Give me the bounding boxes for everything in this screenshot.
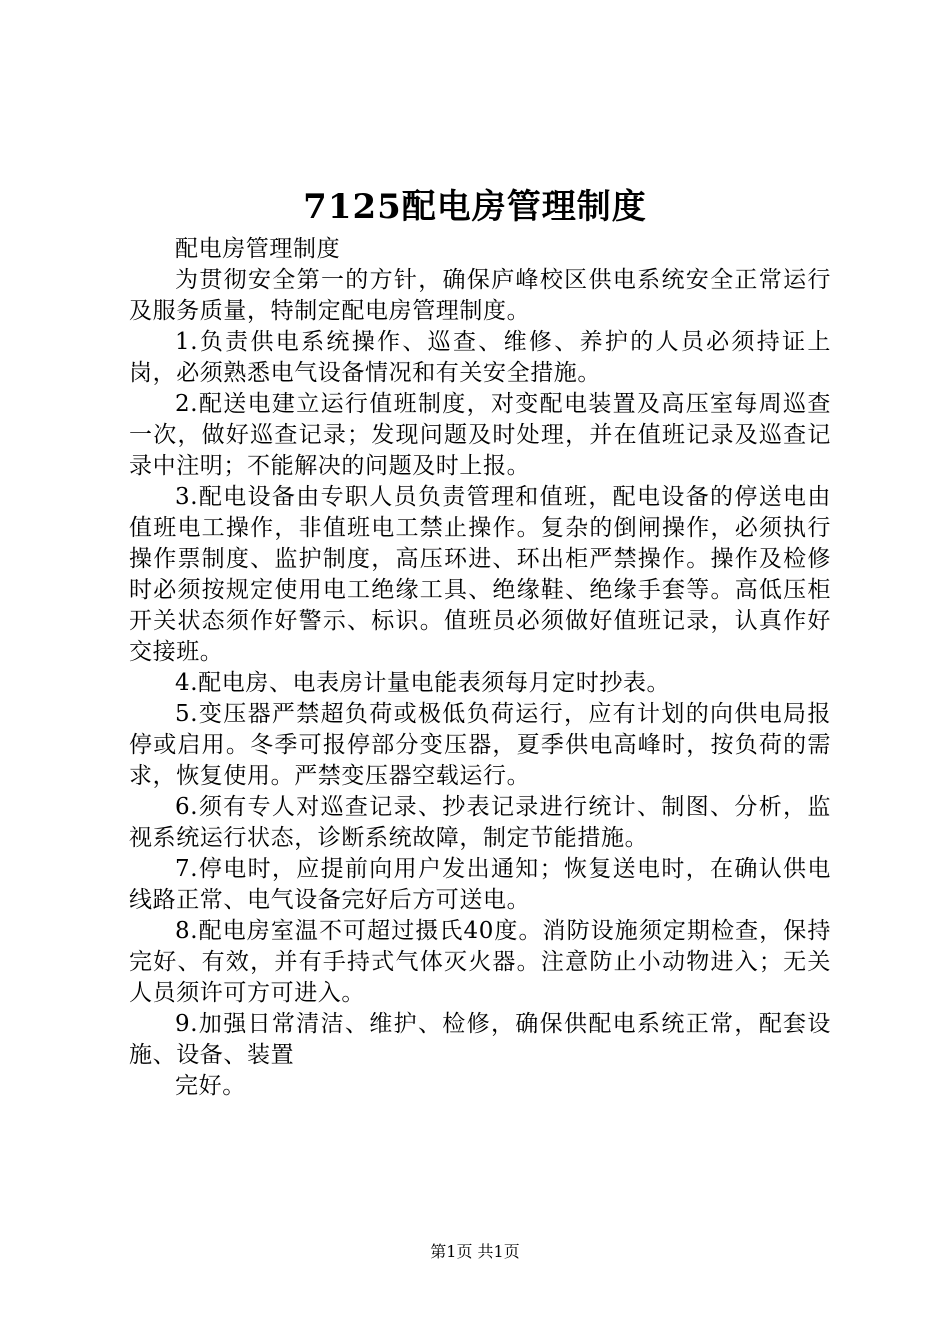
paragraph-item-4: 4.配电房、电表房计量电能表须每月定时抄表。	[175, 670, 671, 696]
paragraph-item-3: 3.配电设备由专职人员负责管理和值班，配电设备的停送电由值班电工操作，非值班电工禁止操作。复杂的倒闸操作，必须执行操作票制度、监护制度，高压环进、环出柜严禁操作。操作及检修时必须按规定使用电工绝缘工具、绝缘鞋、绝缘手套等。高低压柜开关状态须作好警示、标识。值班员必须做好值班记录，认真作好交接班。	[129, 484, 831, 665]
paragraph-item-1: 1.负责供电系统操作、巡查、维修、养护的人员必须持证上岗，必须熟悉电气设备情况和有关安全措施。	[129, 329, 831, 386]
paragraph-continuation: 完好。	[175, 1073, 246, 1099]
paragraph-item-5: 5.变压器严禁超负荷或极低负荷运行，应有计划的向供电局报停或启用。冬季可报停部分变压器，夏季供电高峰时，按负荷的需求，恢复使用。严禁变压器空载运行。	[129, 701, 831, 789]
document-title: 7125配电房管理制度	[303, 187, 647, 227]
paragraph-item-7: 7.停电时，应提前向用户发出通知；恢复送电时，在确认供电线路正常、电气设备完好后方可送电。	[129, 856, 831, 913]
paragraph-intro: 为贯彻安全第一的方针，确保庐峰校区供电系统安全正常运行及服务质量，特制定配电房管理制度。	[129, 267, 831, 324]
paragraph-item-8: 8.配电房室温不可超过摄氏40度。消防设施须定期检查，保持完好、有效，并有手持式气体灭火器。注意防止小动物进入；无关人员须许可方可进入。	[129, 918, 831, 1006]
paragraph-heading: 配电房管理制度	[175, 236, 341, 262]
paragraph-item-6: 6.须有专人对巡查记录、抄表记录进行统计、制图、分析，监视系统运行状态，诊断系统故障，制定节能措施。	[129, 794, 831, 851]
paragraph-item-2: 2.配送电建立运行值班制度，对变配电装置及高压室每周巡查一次，做好巡查记录；发现问题及时处理，并在值班记录及巡查记录中注明；不能解决的问题及时上报。	[129, 391, 831, 479]
page-footer: 第1页 共1页	[430, 1242, 520, 1261]
document-body	[129, 234, 831, 1102]
paragraph-item-9: 9.加强日常清洁、维护、检修，确保供配电系统正常，配套设施、设备、装置	[129, 1011, 831, 1068]
